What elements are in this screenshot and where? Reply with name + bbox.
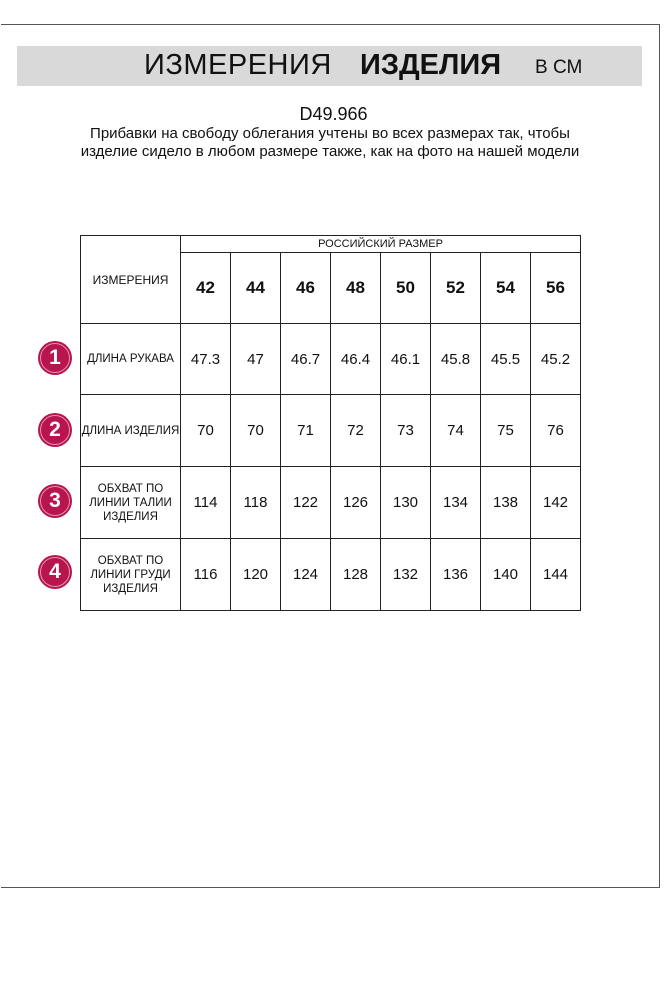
- table-header-row: [81, 236, 581, 253]
- table-cell: 126: [331, 467, 381, 539]
- size-group-header: РОССИЙСКИЙ РАЗМЕР: [181, 236, 581, 253]
- row-label: ОБХВАТ ПО ЛИНИИ ГРУДИ ИЗДЕЛИЯ: [81, 539, 181, 611]
- header-units: В СМ: [535, 57, 583, 78]
- table-cell: 130: [381, 467, 431, 539]
- table-cell: 70: [181, 395, 231, 467]
- table-cell: 114: [181, 467, 231, 539]
- size-header: 44: [231, 253, 281, 324]
- table-row: [81, 539, 581, 611]
- measurements-header: ИЗМЕРЕНИЯ: [81, 236, 181, 324]
- table-cell: 46.7: [281, 324, 331, 395]
- table-cell: 132: [381, 539, 431, 611]
- table-cell: 45.5: [481, 324, 531, 395]
- article-number: D49.966: [299, 104, 368, 124]
- table-cell: 71: [281, 395, 331, 467]
- table-cell: 140: [481, 539, 531, 611]
- table-cell: 136: [431, 539, 481, 611]
- table-cell: 142: [531, 467, 581, 539]
- header-title-measurements: ИЗМЕРЕНИЯ: [144, 49, 332, 81]
- table-cell: 128: [331, 539, 381, 611]
- table-cell: 45.2: [531, 324, 581, 395]
- row-number-badge-3: 3: [38, 484, 72, 518]
- table-row: [81, 467, 581, 539]
- size-header: 52: [431, 253, 481, 324]
- row-number-badge-2: 2: [38, 413, 72, 447]
- header-title-garment: ИЗДЕЛИЯ: [360, 49, 502, 81]
- table-cell: 120: [231, 539, 281, 611]
- size-header: 48: [331, 253, 381, 324]
- size-table: [80, 235, 581, 611]
- table-cell: 73: [381, 395, 431, 467]
- table-cell: 47: [231, 324, 281, 395]
- size-header: 42: [181, 253, 231, 324]
- size-header: 54: [481, 253, 531, 324]
- size-header: 46: [281, 253, 331, 324]
- row-label: ДЛИНА РУКАВА: [81, 324, 181, 395]
- table-cell: 72: [331, 395, 381, 467]
- size-header: 50: [381, 253, 431, 324]
- table-row: [81, 324, 581, 395]
- table-cell: 118: [231, 467, 281, 539]
- table-cell: 116: [181, 539, 231, 611]
- table-cell: 144: [531, 539, 581, 611]
- table-cell: 74: [431, 395, 481, 467]
- table-cell: 138: [481, 467, 531, 539]
- table-row: [81, 395, 581, 467]
- table-cell: 45.8: [431, 324, 481, 395]
- table-cell: 75: [481, 395, 531, 467]
- table-cell: 124: [281, 539, 331, 611]
- table-cell: 46.1: [381, 324, 431, 395]
- table-cell: 70: [231, 395, 281, 467]
- table-cell: 76: [531, 395, 581, 467]
- size-header: 56: [531, 253, 581, 324]
- row-label: ОБХВАТ ПО ЛИНИИ ТАЛИИ ИЗДЕЛИЯ: [81, 467, 181, 539]
- table-cell: 134: [431, 467, 481, 539]
- table-cell: 47.3: [181, 324, 231, 395]
- row-number-badge-4: 4: [38, 555, 72, 589]
- table-cell: 46.4: [331, 324, 381, 395]
- fit-note: Прибавки на свободу облегания учтены во всех размерах так, чтобы изделие сидело в любом размере также, как на фото на нашей модели: [80, 125, 580, 160]
- row-number-badge-1: 1: [38, 341, 72, 375]
- row-label: ДЛИНА ИЗДЕЛИЯ: [81, 395, 181, 467]
- table-cell: 122: [281, 467, 331, 539]
